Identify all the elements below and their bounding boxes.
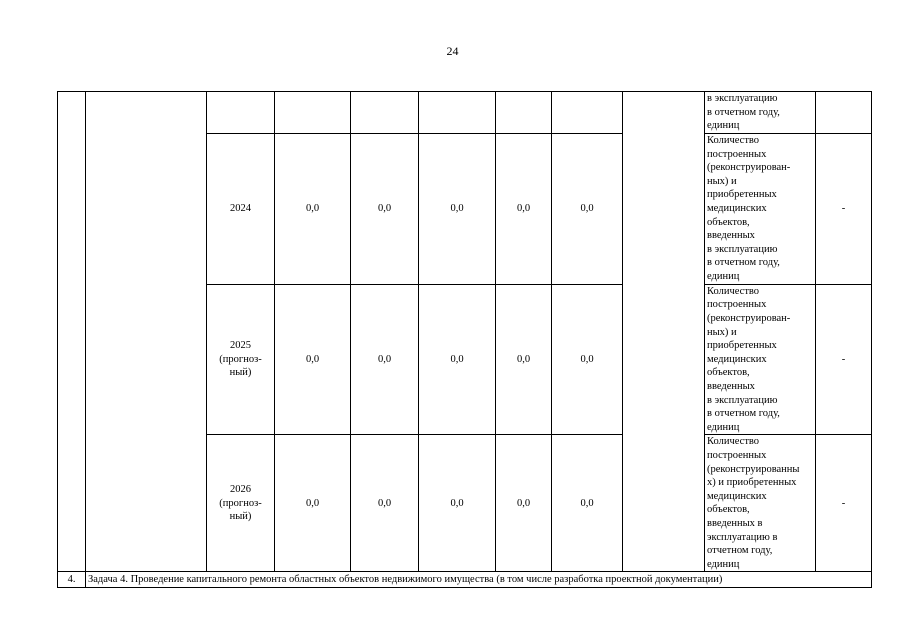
value-cell: 0,0 [275,284,351,435]
indicator-line: построенных [707,148,767,160]
year-label: (прогноз- [219,497,262,509]
year-cell [207,284,275,435]
task-text: Задача 4. Проведение капитального ремонта областных объектов недвижимого имущества (в том числе разработка проектной документации) [86,572,872,588]
indicator-line: медицинских [707,490,767,502]
result-cell: - [816,284,872,435]
indicator-line: единиц [707,558,740,570]
indicator-cell [705,92,816,134]
indicator-line: медицинских [707,353,767,365]
indicator-line: объектов, [707,367,750,379]
indicator-line: введенных [707,230,755,242]
value-cell: 0,0 [496,133,552,284]
value-cell: 0,0 [552,435,623,572]
value-cell: 0,0 [496,435,552,572]
indicator-line: в отчетном году, [707,408,780,420]
indicator-line: единиц [707,120,740,132]
value-cell [351,92,419,134]
activity-cell [86,92,207,572]
indicator-line: ных) и [707,175,737,187]
task-row [58,572,872,588]
program-table [57,91,872,588]
executor-cell [623,92,705,572]
year-label: 2026 [230,483,251,495]
indicator-line: х) и приобретенных [707,477,797,489]
value-cell: 0,0 [351,284,419,435]
result-cell [816,92,872,134]
value-cell: 0,0 [351,435,419,572]
indicator-line: введенных [707,380,755,392]
indicator-line: единиц [707,270,740,282]
page-number: 24 [446,44,459,58]
value-cell: 0,0 [275,435,351,572]
indicator-line: отчетном году, [707,545,773,557]
value-cell [496,92,552,134]
year-label: ный) [229,367,252,379]
indicator-line: Количество [707,135,760,147]
indicator-line: единиц [707,421,740,433]
indicator-line: (реконструирован- [707,162,791,174]
value-cell: 0,0 [496,284,552,435]
value-cell: 0,0 [419,284,496,435]
indicator-line: Количество [707,285,760,297]
indicator-line: Количество [707,436,760,448]
task-number: 4. [58,572,86,588]
value-cell [419,92,496,134]
year-label: ный) [229,511,252,523]
year-label: 2024 [230,202,251,214]
indicator-line: в отчетном году, [707,257,780,269]
value-cell [552,92,623,134]
value-cell: 0,0 [351,133,419,284]
result-cell: - [816,435,872,572]
value-cell: 0,0 [419,133,496,284]
value-cell [275,92,351,134]
value-cell: 0,0 [552,284,623,435]
year-cell [207,92,275,134]
result-cell: - [816,133,872,284]
indicator-line: построенных [707,449,767,461]
indicator-cell [705,435,816,572]
indicator-line: ных) и [707,326,737,338]
indicator-line: введенных в [707,517,763,529]
indicator-line: в эксплуатацию [707,394,778,406]
indicator-cell [705,133,816,284]
indicator-line: (реконструирован- [707,312,791,324]
indicator-line: построенных [707,299,767,311]
indicator-cell [705,284,816,435]
value-cell: 0,0 [419,435,496,572]
indicator-line: приобретенных [707,189,777,201]
year-label: 2025 [230,340,251,352]
value-cell: 0,0 [552,133,623,284]
indicator-line: объектов, [707,504,750,516]
row-number-cell [58,92,86,572]
indicator-line: эксплуатацию в [707,531,778,543]
indicator-line: в эксплуатацию [707,93,778,104]
indicator-line: приобретенных [707,340,777,352]
year-cell [207,435,275,572]
year-label: (прогноз- [219,353,262,365]
indicator-line: (реконструированны [707,463,800,475]
indicator-line: медицинских [707,202,767,214]
indicator-line: в эксплуатацию [707,243,778,255]
indicator-line: объектов, [707,216,750,228]
table-row [58,92,872,134]
year-cell [207,133,275,284]
value-cell: 0,0 [275,133,351,284]
indicator-line: в отчетном году, [707,106,780,118]
